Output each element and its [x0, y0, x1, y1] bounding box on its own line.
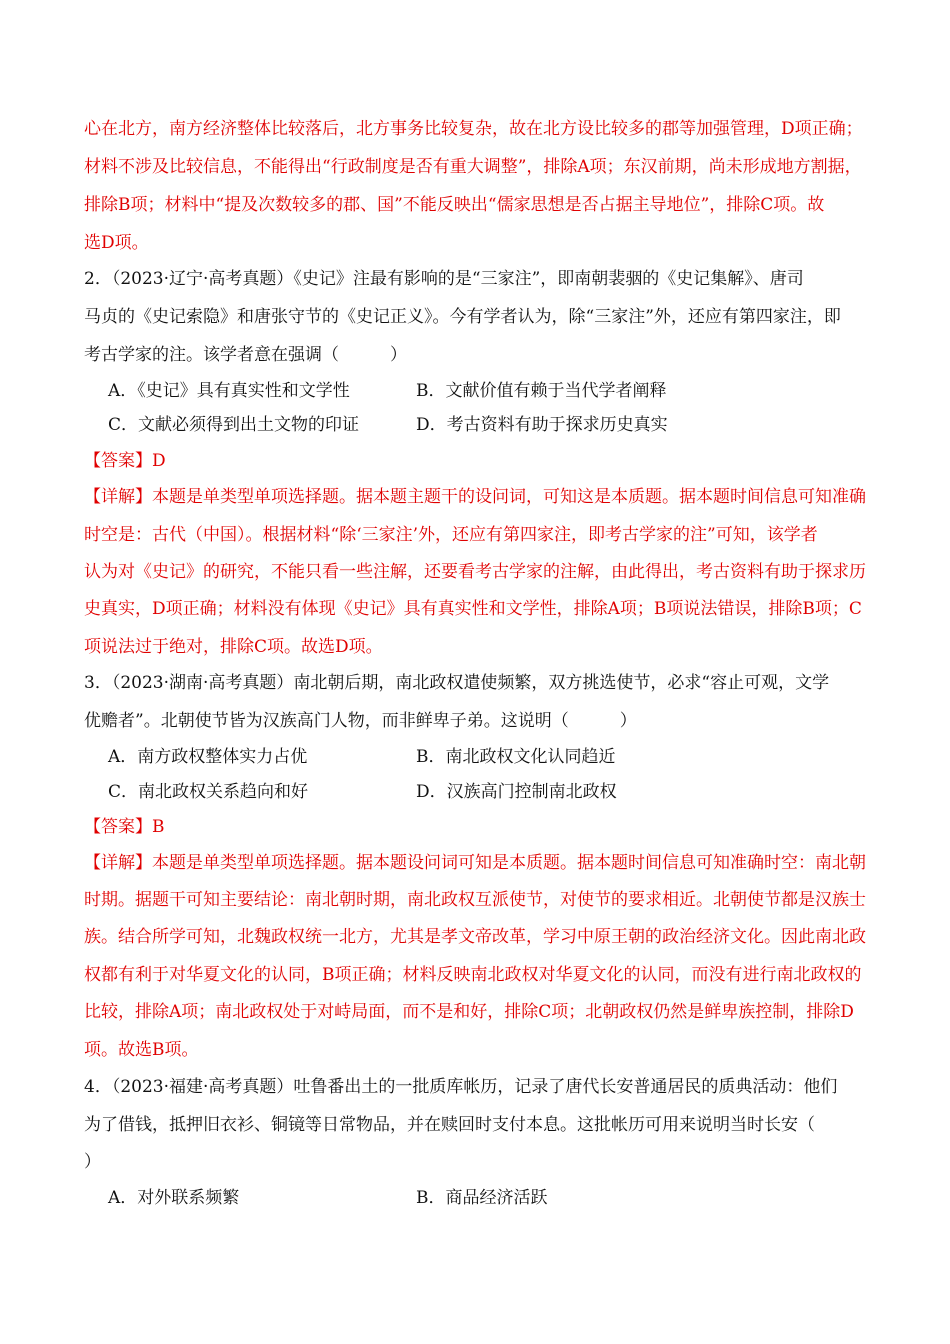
question-2-stem-line: 考古学家的注。该学者意在强调（ ） [84, 345, 407, 365]
question-3-option-a: A．南方政权整体实力占优 [108, 747, 308, 767]
answer-value: B [152, 817, 165, 837]
answer-value: D [152, 451, 166, 471]
question-2-option-c: C．文献必须得到出土文物的印证 [108, 415, 360, 435]
detail-label: 【详解】 [84, 487, 152, 507]
question-2-detail-line: 史真实，D项正确；材料没有体现《史记》具有真实性和文学性，排除A项；B项说法错误，排除B项；C [84, 599, 862, 619]
question-3-detail-line: 比较，排除A项；南北政权处于对峙局面，而不是和好，排除C项；北朝政权仍然是鲜卑族控制，排除D [84, 1002, 854, 1022]
detail-text: 本题是单类型单项选择题。据本题主题干的设问词，可知这是本质题。据本题时间信息可知准确 [152, 487, 866, 507]
question-3-detail-line [84, 852, 866, 874]
question-3-detail-line: 项。故选B项。 [84, 1040, 199, 1060]
question-4-stem-line: 4．（2023·福建·高考真题）吐鲁番出土的一批质库帐历，记录了唐代长安普通居民的质典活动：他们 [84, 1077, 838, 1097]
question-3-option-d: D．汉族高门控制南北政权 [416, 782, 617, 802]
question-3-detail-line: 时期。据题干可知主要结论：南北朝时期，南北政权互派使节，对使节的要求相近。北朝使节都是汉族士 [84, 890, 866, 910]
question-2-detail-line: 时空是：古代（中国）。根据材料“除‘三家注’外，还应有第四家注，即考古学家的注”可知，该学者 [84, 525, 818, 545]
question-3-detail-line: 权都有利于对华夏文化的认同，B项正确；材料反映南北政权对华夏文化的认同，而没有进行南北政权的 [84, 965, 862, 985]
question-3-option-c: C．南北政权关系趋向和好 [108, 782, 309, 802]
question-2-detail-line: 认为对《史记》的研究，不能只看一些注解，还要看考古学家的注解，由此得出，考古资料有助于探求历 [84, 562, 866, 582]
question-4-option-a: A．对外联系频繁 [108, 1188, 240, 1208]
detail-text: 本题是单类型单项选择题。据本题设问词可知是本质题。据本题时间信息可知准确时空：南北朝 [152, 853, 866, 873]
question-3-stem-line: 优赡者”。北朝使节皆为汉族高门人物，而非鲜卑子弟。这说明（ ） [84, 711, 637, 731]
question-4-stem-line: 为了借钱，抵押旧衣衫、铜镜等日常物品，并在赎回时支付本息。这批帐历可用来说明当时长安（ [84, 1115, 815, 1135]
question-4-stem-line: ） [84, 1152, 101, 1172]
prev-explanation-line: 排除B项；材料中“提及次数较多的郡、国”不能反映出“儒家思想是否占据主导地位”，排除C项。故 [84, 195, 825, 215]
question-4-option-b: B．商品经济活跃 [416, 1188, 548, 1208]
question-3-detail-line: 族。结合所学可知，北魏政权统一北方，尤其是孝文帝改革，学习中原王朝的政治经济文化。因此南北政 [84, 927, 866, 947]
prev-explanation-line: 材料不涉及比较信息，不能得出“行政制度是否有重大调整”，排除A项；东汉前期，尚未形成地方割据， [84, 157, 862, 177]
question-3-answer [84, 816, 165, 838]
question-2-detail-line: 项说法过于绝对，排除C项。故选D项。 [84, 637, 383, 657]
answer-label: 【答案】 [84, 451, 152, 471]
prev-explanation-line: 选D项。 [84, 233, 149, 253]
question-2-stem-line: 马贞的《史记索隐》和唐张守节的《史记正义》。今有学者认为，除“三家注”外，还应有第四家注，即 [84, 307, 841, 327]
prev-explanation-line: 心在北方，南方经济整体比较落后，北方事务比较复杂，故在北方设比较多的郡等加强管理，D项正确； [84, 119, 863, 139]
question-3-stem-line: 3．（2023·湖南·高考真题）南北朝后期，南北政权遣使频繁，双方挑选使节，必求“容止可观，文学 [84, 673, 830, 693]
question-2-answer [84, 450, 166, 472]
question-3-option-b: B．南北政权文化认同趋近 [416, 747, 616, 767]
detail-label: 【详解】 [84, 853, 152, 873]
question-2-option-a: A．《史记》具有真实性和文学性 [108, 381, 350, 401]
question-2-option-b: B．文献价值有赖于当代学者阐释 [416, 381, 667, 401]
question-2-option-d: D．考古资料有助于探求历史真实 [416, 415, 668, 435]
question-2-detail-line [84, 486, 866, 508]
question-2-stem-line: 2．（2023·辽宁·高考真题）《史记》注最有影响的是“三家注”，即南朝裴骃的《史记集解》、唐司 [84, 269, 804, 289]
answer-label: 【答案】 [84, 817, 152, 837]
